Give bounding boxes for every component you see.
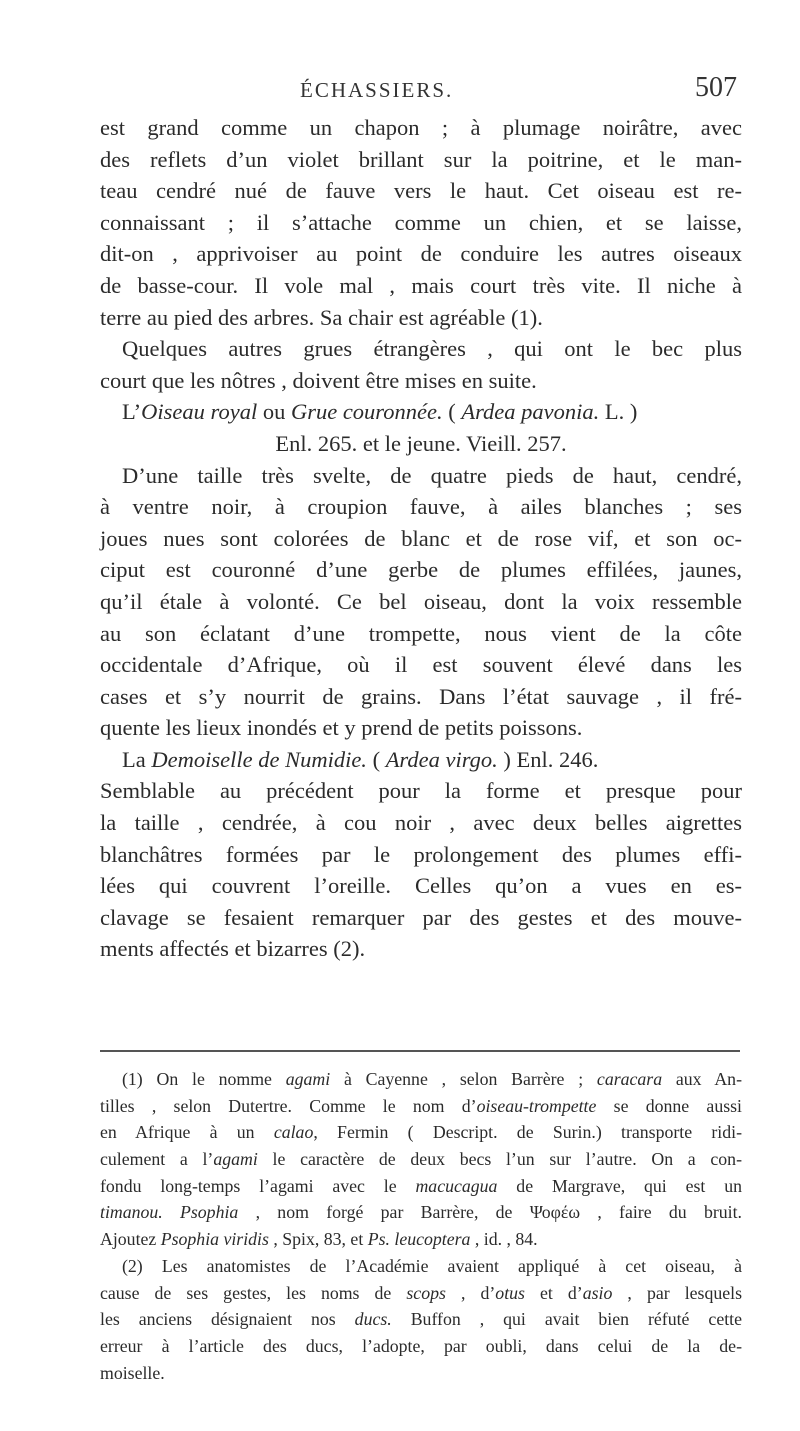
text-line: est grand comme un chapon ; à plumage noirâtre, avec [100, 115, 742, 140]
text-line: D’une taille très svelte, de quatre pieds de haut, cendré, [122, 462, 742, 488]
text-line: ciput est couronné d’une gerbe de plumes effilées, jaunes, [100, 557, 742, 583]
running-title: ÉCHASSIERS. [300, 78, 454, 102]
text-line: blanchâtres formées par le prolongement des plumes effi- [100, 841, 742, 867]
footnote-1-line: (1) On le nomme agami à Cayenne , selon Barrère ; caracara aux An- [122, 1069, 742, 1089]
footnote-1-line: tilles , selon Dutertre. Comme le nom d’oiseau-trompette se donne aussi [100, 1095, 742, 1116]
text-line: lées qui couvrent l’oreille. Celles qu’on a vues en es- [100, 873, 742, 899]
footnote-1-line: en Afrique à un calao, Fermin ( Descript. de Surin.) transporte ridi- [100, 1122, 742, 1143]
text-line: cases et s’y nourrit de grains. Dans l’état sauvage , il fré- [100, 683, 742, 709]
page-number: 507 [695, 72, 737, 103]
text-line: Semblable au précédent pour la forme et presque pour [100, 778, 742, 804]
text-line: quente les lieux inondés et y prend de petits poissons. [100, 715, 583, 741]
text-line: dit-on , apprivoiser au point de conduire les autres oiseaux [100, 241, 742, 267]
main-text [100, 112, 742, 965]
text-line: à ventre noir, à croupion fauve, à ailes blanches ; ses [100, 494, 742, 520]
running-header [0, 72, 800, 112]
text-line: joues nues sont colorées de blanc et de rose vif, et son oc- [100, 525, 742, 551]
text-line: occidentale d’Afrique, où il est souvent élevé dans les [100, 652, 742, 678]
text-line: clavage se fesaient remarquer par des gestes et des mouve- [100, 904, 742, 930]
text-line: court que les nôtres , doivent être mises en suite. [100, 367, 537, 393]
footnotes [100, 1066, 742, 1386]
text-line: Quelques autres grues étrangères , qui ont le bec plus [122, 336, 742, 362]
text-line: teau cendré nué de fauve vers le haut. Cet oiseau est re- [100, 178, 742, 204]
species-reference: Enl. 265. et le jeune. Vieill. 257. [275, 430, 567, 456]
species-heading-demoiselle: La Demoiselle de Numidie. ( Ardea virgo. ) Enl. 246. [122, 746, 599, 772]
footnote-2-line: erreur à l’article des ducs, l’adopte, par oubli, dans celui de la de- [100, 1335, 742, 1356]
footnote-1-line: timanou. Psophia , nom forgé par Barrère, de Ψοφέω , faire du bruit. [100, 1202, 742, 1223]
footnote-1-line: Ajoutez Psophia viridis , Spix, 83, et Ps. leucoptera , id. , 84. [100, 1229, 538, 1250]
footnote-2-line: moiselle. [100, 1362, 165, 1383]
text-line: des reflets d’un violet brillant sur la poitrine, et le man- [100, 146, 742, 172]
text-line: de basse-cour. Il vole mal , mais court très vite. Il niche à [100, 272, 742, 298]
text-line: ments affectés et bizarres (2). [100, 936, 366, 962]
text-line: qu’il étale à volonté. Ce bel oiseau, dont la voix ressemble [100, 588, 742, 614]
text-line: la taille , cendrée, à cou noir , avec deux belles aigrettes [100, 810, 742, 836]
text-line: terre au pied des arbres. Sa chair est agréable (1). [100, 304, 543, 330]
species-heading-oiseau-royal: L’Oiseau royal ou Grue couronnée. ( Ardea pavonia. L. ) [122, 399, 638, 425]
footnote-1-line: culement a l’agami le caractère de deux becs l’un sur l’autre. On a con- [100, 1149, 742, 1170]
footnote-2-line: (2) Les anatomistes de l’Académie avaient appliqué à cet oiseau, à [122, 1255, 742, 1276]
footnote-divider [100, 1050, 740, 1052]
text-line: au son éclatant d’une trompette, nous vient de la côte [100, 620, 742, 646]
footnote-2-line: les anciens désignaient nos ducs. Buffon , qui avait bien réfuté cette [100, 1309, 742, 1330]
footnote-2-line: cause de ses gestes, les noms de scops , d’otus et d’asio , par lesquels [100, 1282, 742, 1303]
text-line: connaissant ; il s’attache comme un chien, et se laisse, [100, 209, 742, 235]
footnote-1-line: fondu long-temps l’agami avec le macucagua de Margrave, qui est un [100, 1175, 742, 1196]
